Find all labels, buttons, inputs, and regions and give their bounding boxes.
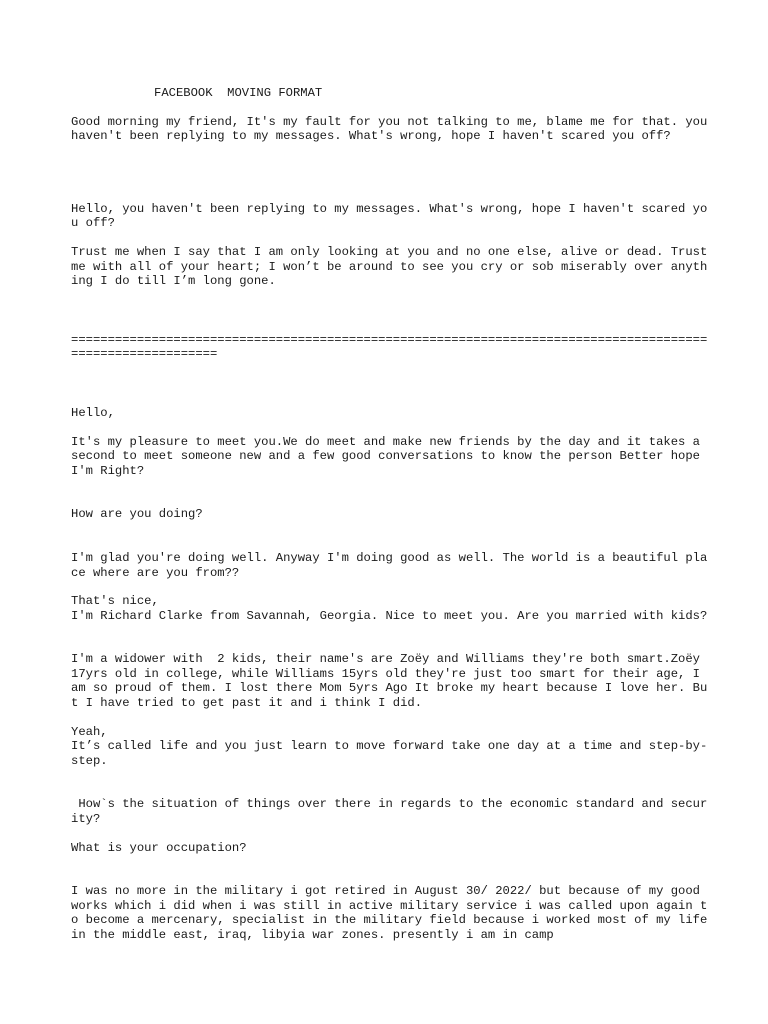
paragraph-richard-clarke: That's nice, I'm Richard Clarke from Savannah, Georgia. Nice to meet you. Are you married with kids?: [71, 594, 708, 623]
paragraph-hello: Hello,: [71, 405, 115, 420]
paragraph-how-are-you: How are you doing?: [71, 507, 203, 522]
paragraph-occupation-question: What is your occupation?: [71, 840, 247, 855]
paragraph-military-retired: I was no more in the military i got retired in August 30/ 2022/ but because of my good works which i did when i was still in active military service i was called upon again to become a mercenary, specialist in the military field because i worked most of my life in the middle east, iraq, libyia war zones. presently i am in camp: [71, 884, 715, 942]
paragraph-glad-doing-well: I'm glad you're doing well. Anyway I'm doing good as well. The world is a beautiful place where are you from??: [71, 550, 708, 580]
document-body: [71, 86, 715, 943]
paragraph-widower: I'm a widower with 2 kids, their name's are Zoëy and Williams they're both smart.Zoëy 17yrs old in college, while Williams 15yrs old they're just too smart for their age, I am so proud of them. I lost there Mom 5yrs Ago It broke my heart because I love her. But I have tried to get past it and i think I did.: [71, 652, 708, 711]
paragraph-trust-me: Trust me when I say that I am only looking at you and no one else, alive or dead. Trust me with all of your heart; I won’t be around to see you cry or sob miserably over anything I do till I’m long gone.: [71, 244, 715, 289]
paragraph-economic-situation: How`s the situation of things over there in regards to the economic standard and security?: [71, 797, 708, 827]
paragraph-good-morning: Good morning my friend, It's my fault for you not talking to me, blame me for that. you haven't been replying to my messages. What's wrong, hope I haven't scared you off?: [71, 114, 715, 144]
paragraph-pleasure-to-meet: It's my pleasure to meet you.We do meet and make new friends by the day and it takes a second to meet someone new and a few good conversations to know the person Better hope I'm Right?: [71, 434, 708, 478]
document-title: FACEBOOK MOVING FORMAT: [154, 86, 323, 100]
separator-line: ===========================================================================================================: [71, 332, 708, 362]
paragraph-called-life: Yeah, It’s called life and you just learn to move forward take one day at a time and step-by-step.: [71, 724, 708, 768]
paragraph-hello-not-replying: Hello, you haven't been replying to my messages. What's wrong, hope I haven't scared you off?: [71, 201, 708, 231]
